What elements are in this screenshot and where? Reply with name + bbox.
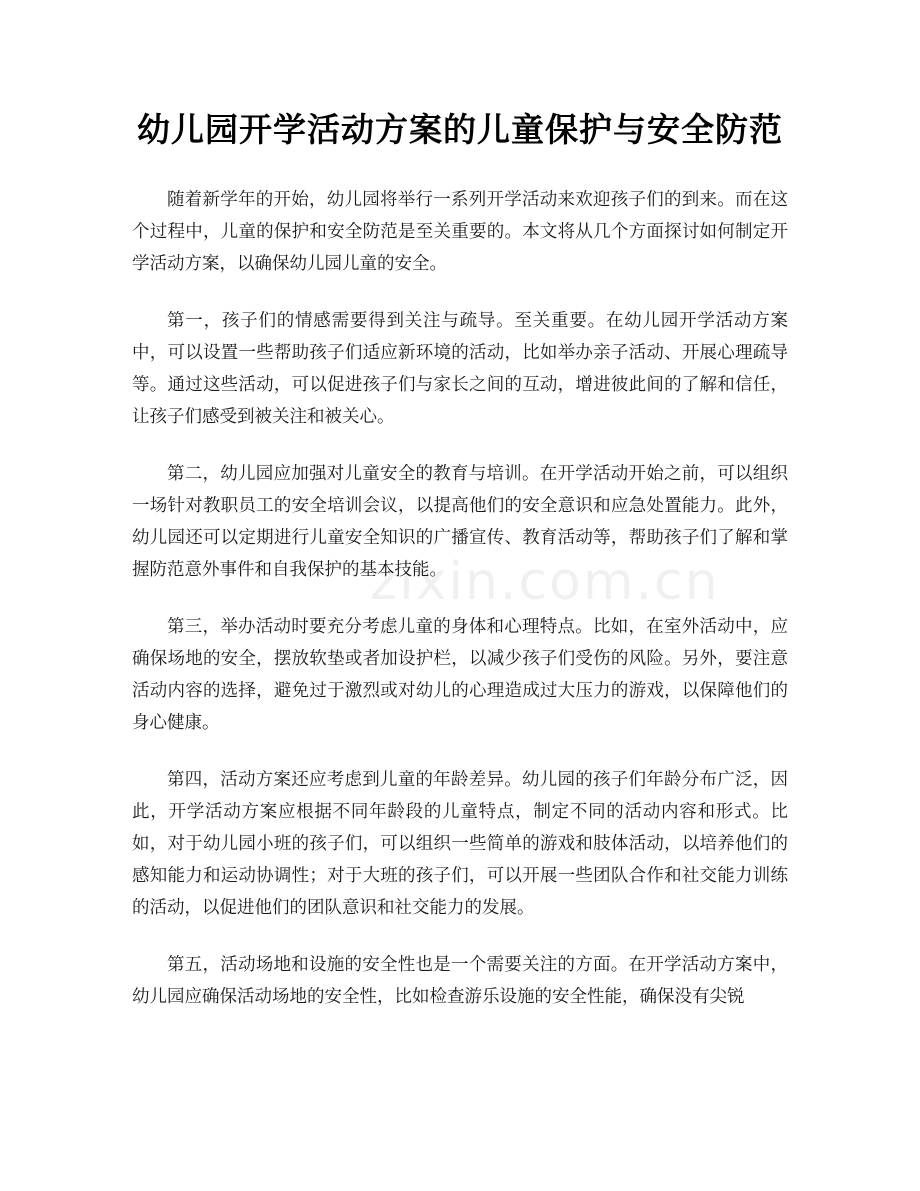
paragraph-first: 第一，孩子们的情感需要得到关注与疏导。至关重要。在幼儿园开学活动方案中，可以设置一些帮助孩子们适应新环境的活动，比如举办亲子活动、开展心理疏导等。通过这些活动，可以促进孩子们与家长之间的互动，增进彼此间的了解和信任，让孩子们感受到被关注和被关心。 <box>132 311 788 427</box>
paragraph-fifth: 第五，活动场地和设施的安全性也是一个需要关注的方面。在开学活动方案中，幼儿园应确保活动场地的安全性，比如检查游乐设施的安全性能，确保没有尖锐 <box>132 955 788 1007</box>
paragraph-second: 第二，幼儿园应加强对儿童安全的教育与培训。在开学活动开始之前，可以组织一场针对教职员工的安全培训会议，以提高他们的安全意识和应急处置能力。此外，幼儿园还可以定期进行儿童安全知识的广播宣传、教育活动等，帮助孩子们了解和掌握防范意外事件和自我保护的基本技能。 <box>132 464 788 580</box>
watermark: zixin.com.cn <box>370 552 720 612</box>
paragraph-fourth: 第四，活动方案还应考虑到儿童的年龄差异。幼儿园的孩子们年龄分布广泛，因此，开学活动方案应根据不同年龄段的儿童特点，制定不同的活动内容和形式。比如，对于幼儿园小班的孩子们，可以组织一些简单的游戏和肢体活动，以培养他们的感知能力和运动协调性；对于大班的孩子们，可以开展一些团队合作和社交能力训练的活动，以促进他们的团队意识和社交能力的发展。 <box>132 770 788 918</box>
paragraph-intro: 随着新学年的开始，幼儿园将举行一系列开学活动来欢迎孩子们的到来。而在这个过程中，儿童的保护和安全防范是至关重要的。本文将从几个方面探讨如何制定开学活动方案，以确保幼儿园儿童的安全。 <box>132 190 788 274</box>
document-body <box>132 184 788 1038</box>
paragraph-third: 第三，举办活动时要充分考虑儿童的身体和心理特点。比如，在室外活动中，应确保场地的安全，摆放软垫或者加设护栏，以减少孩子们受伤的风险。另外，要注意活动内容的选择，避免过于激烈或对幼儿的心理造成过大压力的游戏，以保障他们的身心健康。 <box>132 617 788 733</box>
document-title: 幼儿园开学活动方案的儿童保护与安全防范 <box>137 110 783 149</box>
